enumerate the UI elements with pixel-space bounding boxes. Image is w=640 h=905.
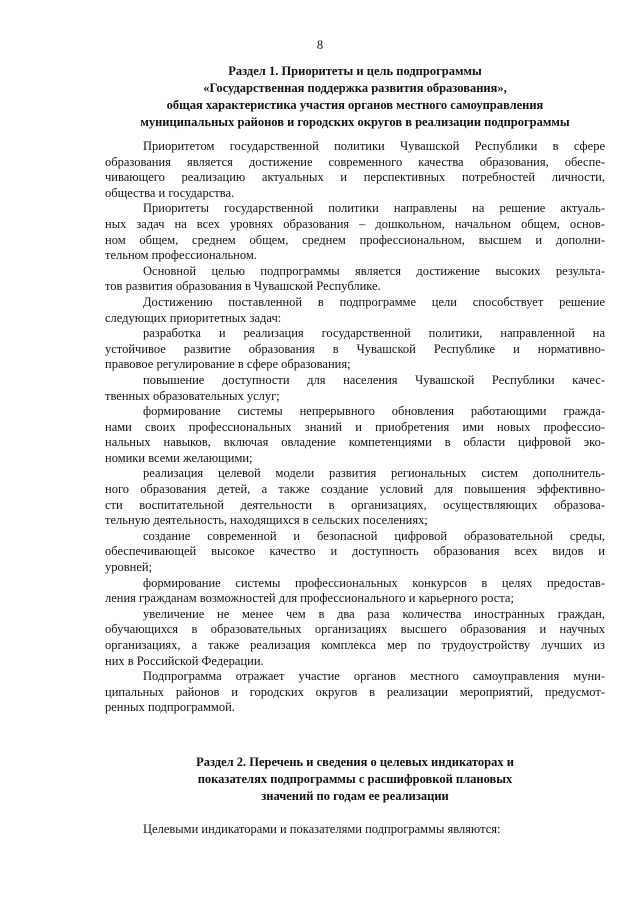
text-line: формирование системы непрерывного обновления работающими гражда- [143,404,605,419]
paragraph [105,264,605,295]
text-line: следующих приоритетных задач: [105,310,282,325]
text-line: тельном профессиональном. [105,248,257,263]
text-line: Подпрограмма отражает участие органов местного самоуправления муни- [143,669,605,684]
text-line: устойчивое развитие образования в Чувашской Республике и нормативно- [105,341,605,356]
text-line: нальных навыков, включая овладение компетенциями в области цифровой эко- [105,435,605,450]
text-line: увеличение не менее чем в два раза количества иностранных граждан, [143,606,605,621]
text-line: ных задач на всех уровнях образования – дошкольном, начальном общем, основ- [105,216,605,231]
paragraph [105,295,605,326]
section-2-heading-line: показателях подпрограммы с расшифровкой плановых [197,772,513,786]
paragraph [105,669,605,716]
paragraph [105,326,605,373]
paragraph [105,404,605,466]
text-line: ренных подпрограммой. [105,700,235,715]
paragraph [105,529,605,576]
paragraph [105,576,605,607]
paragraph [105,607,605,669]
text-line: организациях, а также реализация комплекса мер по трудоустройству лучших из [105,638,605,652]
section-1-body [105,139,605,716]
text-line: ления гражданам возможностей для профессионального и карьерного роста; [105,591,514,606]
text-line: Приоритетом государственной политики Чувашской Республики в сфере [143,139,605,153]
text-line: общества и государства. [105,185,235,200]
text-line: формирование системы профессиональных конкурсов в целях предостав- [143,575,605,590]
text-line: тельную деятельность, находящихся в сельских поселениях; [105,513,428,528]
paragraph [105,201,605,263]
text-line: реализация целевой модели развития региональных систем дополнитель- [143,466,605,481]
paragraph [105,373,605,404]
text-line: ного образования детей, а также создание условий для повышения эффективно- [105,482,605,497]
text-line: уровней; [105,560,153,575]
text-line: образования является достижение современного качества образования, обеспе- [105,154,605,169]
text-line: ципальных районов и городских округов в реализации мероприятий, предусмот- [105,684,605,699]
section-1-heading [100,63,610,131]
text-line: Достижению поставленной в подпрограмме цели способствует решение [143,294,605,309]
page-number: 8 [316,38,324,52]
text-line: повышение доступности для населения Чувашской Республики качес- [143,372,605,387]
text-line: чивающего реализацию актуальных и перспективных потребностей личности, [105,170,605,185]
section-1-heading-line: Раздел 1. Приоритеты и цель подпрограммы [228,64,482,78]
text-line: создание современной и безопасной цифровой образовательной среды, [143,528,605,543]
text-line: тов развития образования в Чувашской Республике. [105,279,381,294]
text-line: ном общем, среднем общем, среднем профессиональном, высшем и дополни- [105,232,605,247]
text-line: сти воспитательной деятельности в организациях, осуществляющих образова- [105,497,605,512]
paragraph [105,139,605,201]
section-1-heading-line: муниципальных районов и городских округов в реализации подпрограммы [140,115,570,129]
text-line: разработка и реализация государственной политики, направленной на [143,326,605,341]
section-2-heading [110,754,600,805]
text-line: твенных образовательных услуг; [105,388,280,403]
text-line: обеспечивающей высокое качество и доступность образования всех видов и [105,544,605,559]
text-line: номики всеми желающими; [105,450,253,465]
text-line: обучающихся в образовательных организациях высшего образования и научных [105,622,605,637]
text-line: правовое регулирование в сфере образования; [105,357,351,372]
text-line: Основной целью подпрограммы является достижение высоких результа- [143,263,605,278]
section-2-heading-line: значений по годам ее реализации [261,789,449,803]
section-2-heading-line: Раздел 2. Перечень и сведения о целевых индикаторах и [196,755,514,769]
paragraph [105,466,605,528]
section-2-intro: Целевыми индикаторами и показателями подпрограммы являются: [143,822,501,836]
section-1-heading-line: «Государственная поддержка развития образования», [203,81,507,95]
text-line: них в Российской Федерации. [105,653,264,668]
section-1-heading-line: общая характеристика участия органов местного самоуправления [166,98,544,112]
text-line: Приоритеты государственной политики направлены на решение актуаль- [143,201,605,216]
text-line: нами своих профессиональных знаний и приобретения ими новых профессио- [105,419,605,434]
